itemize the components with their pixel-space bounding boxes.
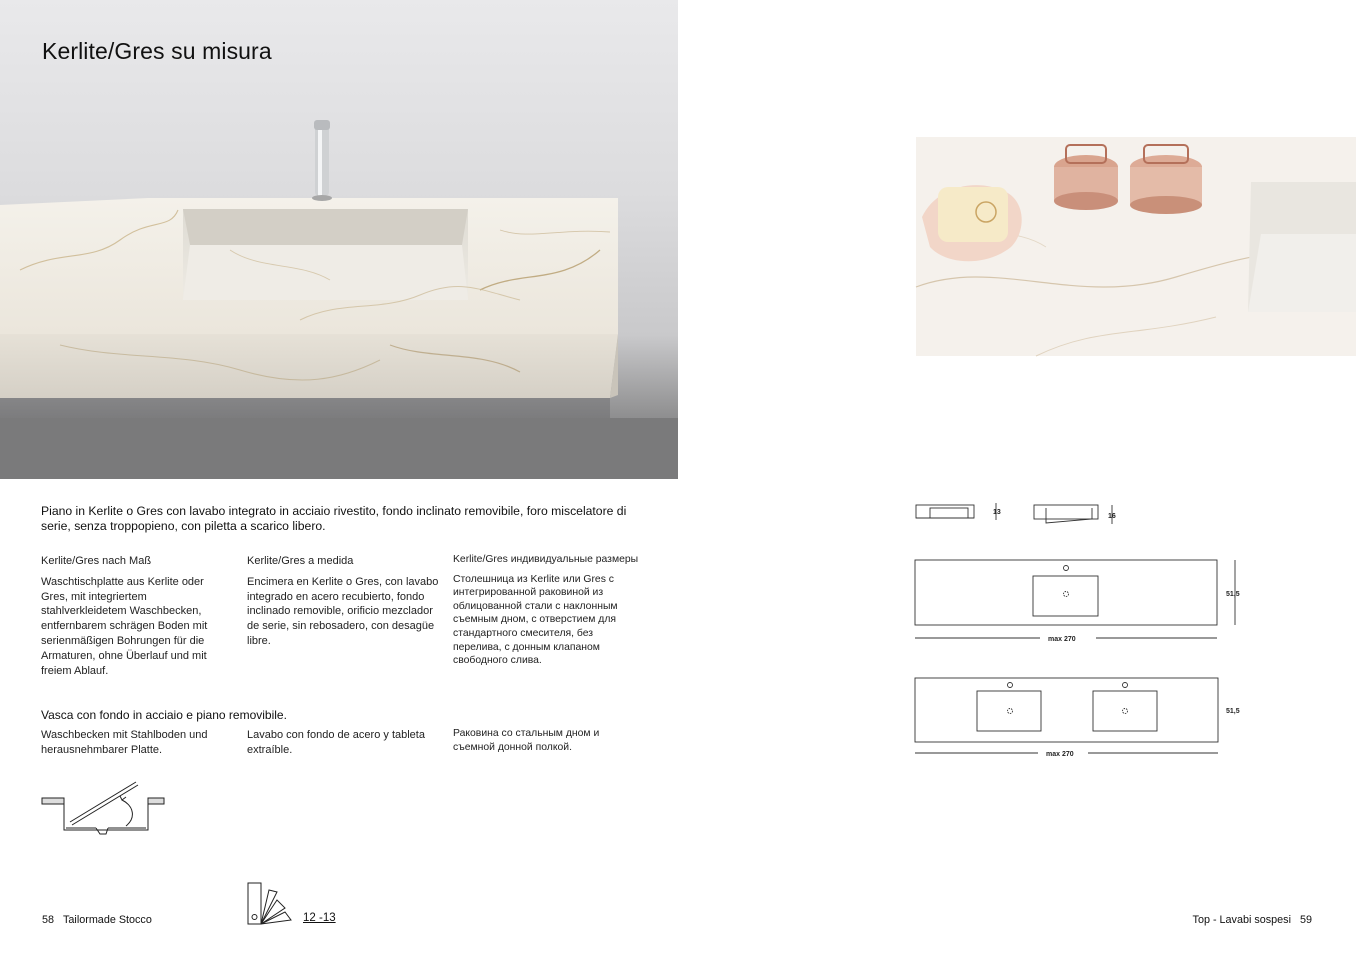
- heading-de: Kerlite/Gres nach Maß: [41, 555, 152, 567]
- technical-drawings: [912, 500, 1240, 762]
- section-b-height: 16: [1108, 513, 1116, 520]
- footer-left-title: Tailormade Stocco: [63, 914, 152, 926]
- body-es: Encimera en Kerlite o Gres, con lavabo integrado en acero recubierto, fondo inclinado removible, orificio mezclador de serie, sin rebosadero, con desagüe libre.: [247, 575, 439, 647]
- heading-ru: Kerlite/Gres индивидуальные размеры: [453, 554, 639, 565]
- hero-photo: [0, 0, 678, 479]
- basin-section-drawing: [40, 778, 168, 836]
- catalog-reference-icon: [247, 882, 293, 926]
- basin-heading: Vasca con fondo in acciaio e piano removibile.: [41, 708, 287, 722]
- detail-photo: [916, 137, 1356, 356]
- basin-es: Lavabo con fondo de acero y tableta extraíble.: [247, 729, 425, 756]
- body-ru: Столешница из Kerlite или Gres с интегрированной раковиной из облицованной стали с наклонным съемным дном, с отверстием для стандартного смесителя, без перелива, с донным клапаном свободного слива.: [453, 573, 618, 667]
- basin-de: Waschbecken mit Stahlboden und herausnehmbarer Platte.: [41, 729, 208, 756]
- plan-double-width: max 270: [1046, 751, 1074, 758]
- column-de: [41, 554, 231, 678]
- footer-right-title: Top - Lavabi sospesi: [1192, 914, 1291, 926]
- page-number-left: 58: [42, 914, 55, 926]
- page-title: Kerlite/Gres su misura: [42, 38, 272, 64]
- heading-es: Kerlite/Gres a medida: [247, 555, 354, 567]
- page-number-right: 59: [1299, 914, 1312, 926]
- column-es: [247, 554, 443, 649]
- footer-left: [42, 914, 152, 926]
- body-de: Waschtischplatte aus Kerlite oder Gres, mit integriertem stahlverkleidetem Waschbecken, entfernbarem schrägen Boden mit serienmäßigen Bohrungen für die Armaturen, ohne Überlauf und mit freiem Ablauf.: [41, 575, 208, 677]
- section-a-height: 13: [993, 509, 1001, 516]
- intro-paragraph: Piano in Kerlite o Gres con lavabo integrato in acciaio rivestito, fondo inclinato removibile, foro miscelatore di serie, senza troppopieno, con piletta a scarico libero.: [41, 504, 627, 533]
- column-ru: [453, 553, 639, 668]
- footer-right: [1193, 914, 1312, 926]
- plan-double-depth: 51,5: [1226, 708, 1240, 715]
- plan-single-width: max 270: [1048, 636, 1076, 643]
- plan-single-depth: 51,5: [1226, 591, 1240, 598]
- basin-ru: Раковина со стальным дном и съемной донной полкой.: [453, 728, 600, 753]
- catalog-reference-link[interactable]: 12 -13: [303, 912, 336, 924]
